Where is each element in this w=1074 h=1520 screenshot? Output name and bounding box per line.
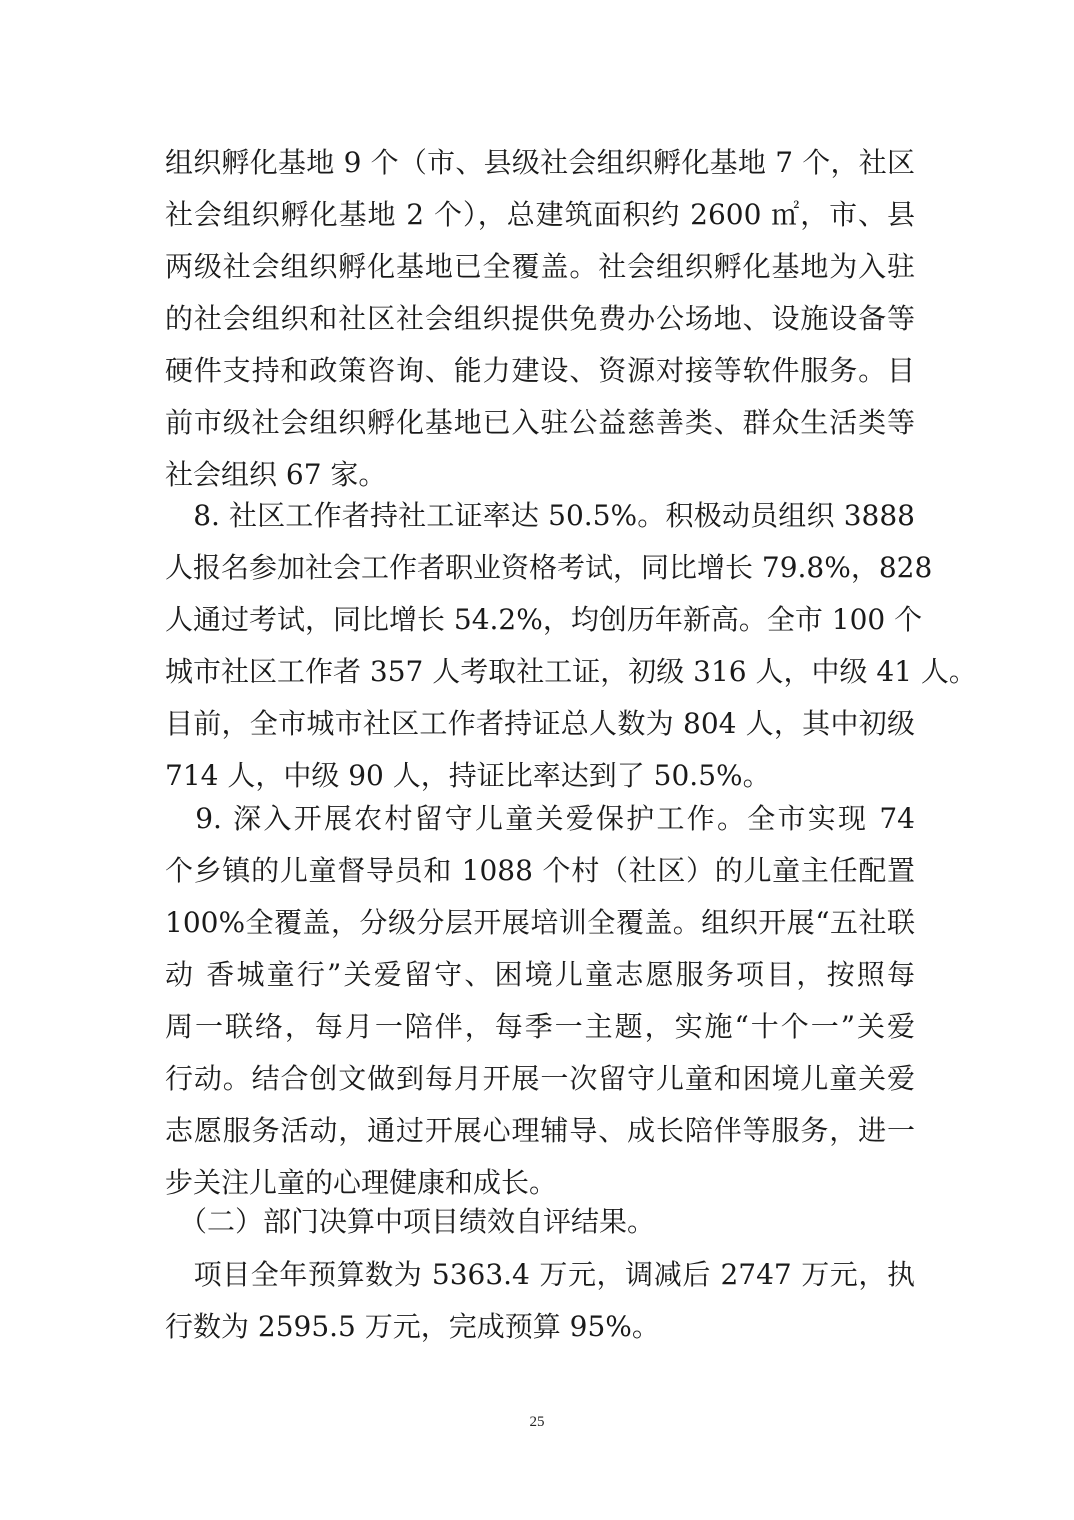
text-line: 8. 社区工作者持社工证率达 50.5%。积极动员组织 3888 <box>165 499 915 532</box>
text-line: 城市社区工作者 357 人考取社工证，初级 316 人，中级 41 人。 <box>165 655 977 688</box>
paragraph-left-behind-children <box>165 793 915 1209</box>
text-line: 行数为 2595.5 万元，完成预算 95%。 <box>165 1310 660 1343</box>
text-line: 的社会组织和社区社会组织提供免费办公场地、设施设备等 <box>165 302 915 335</box>
text-line: 前市级社会组织孵化基地已入驻公益慈善类、群众生活类等 <box>165 406 915 439</box>
text-line: 行动。结合创文做到每月开展一次留守儿童和困境儿童关爱 <box>165 1062 915 1095</box>
text-line: 动 香城童行”关爱留守、困境儿童志愿服务项目，按照每 <box>165 958 915 991</box>
text-line: 100%全覆盖，分级分层开展培训全覆盖。组织开展“五社联 <box>165 906 915 939</box>
text-line: 社会组织孵化基地 2 个），总建筑面积约 2600 ㎡，市、县 <box>165 198 915 231</box>
text-line: 人通过考试，同比增长 54.2%，均创历年新高。全市 100 个 <box>165 603 923 636</box>
text-line: 目前，全市城市社区工作者持证总人数为 804 人，其中初级 <box>165 707 915 740</box>
section-heading-performance <box>165 1196 915 1248</box>
text-line: 硬件支持和政策咨询、能力建设、资源对接等软件服务。目 <box>165 354 915 387</box>
text-line: 社会组织 67 家。 <box>165 458 387 491</box>
paragraph-social-worker-certificates <box>165 490 977 802</box>
section-heading: （二）部门决算中项目绩效自评结果。 <box>165 1205 656 1238</box>
text-line: 人报名参加社会工作者职业资格考试，同比增长 79.8%，828 <box>165 551 933 584</box>
paragraph-budget <box>165 1249 915 1353</box>
text-line: 两级社会组织孵化基地已全覆盖。社会组织孵化基地为入驻 <box>165 250 915 283</box>
text-line: 组织孵化基地 9 个（市、县级社会组织孵化基地 7 个，社区 <box>165 146 915 179</box>
text-line: 个乡镇的儿童督导员和 1088 个村（社区）的儿童主任配置 <box>165 854 915 887</box>
page-number: 25 <box>529 1414 545 1430</box>
paragraph-incubation-bases <box>165 137 915 501</box>
text-line: 周一联络，每月一陪伴，每季一主题，实施“十个一”关爱 <box>165 1010 915 1043</box>
text-line: 714 人，中级 90 人，持证比率达到了 50.5%。 <box>165 759 771 792</box>
text-line: 志愿服务活动，通过开展心理辅导、成长陪伴等服务，进一 <box>165 1114 915 1147</box>
text-line: 项目全年预算数为 5363.4 万元，调减后 2747 万元，执 <box>165 1258 915 1291</box>
text-line: 9. 深入开展农村留守儿童关爱保护工作。全市实现 74 <box>165 802 915 835</box>
text-line: 步关注儿童的心理健康和成长。 <box>165 1166 558 1199</box>
